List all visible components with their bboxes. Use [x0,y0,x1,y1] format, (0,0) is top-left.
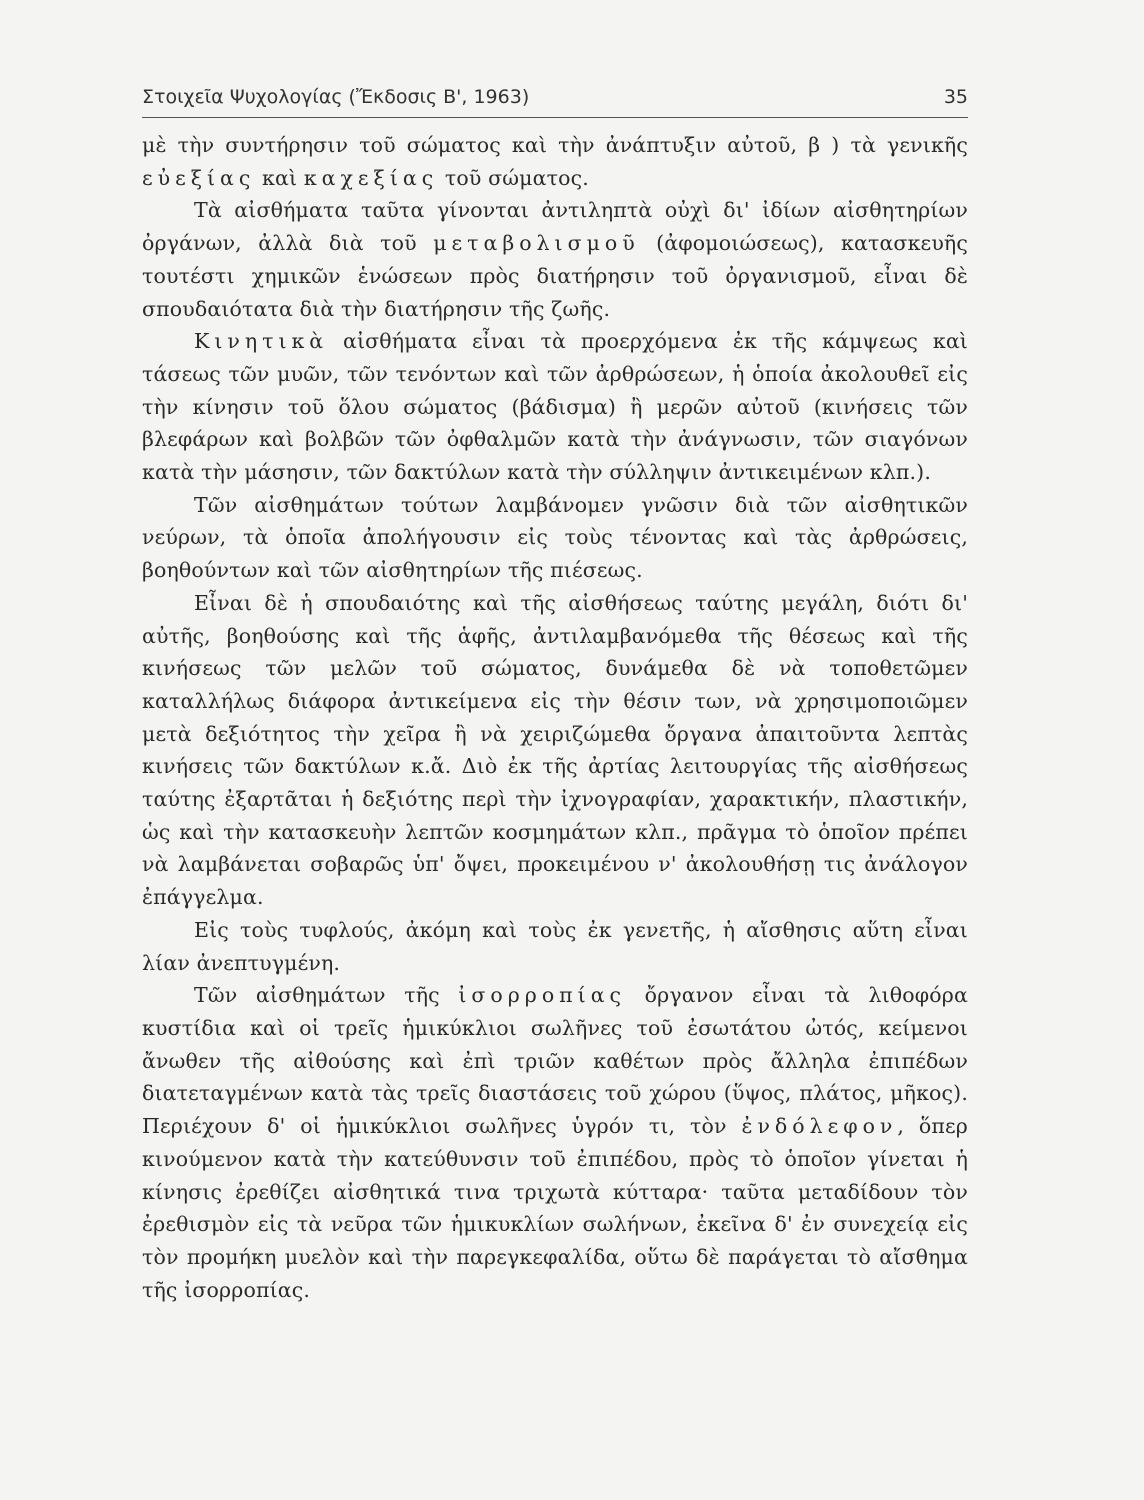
paragraph-7 [142,979,968,1306]
text-run: (ἀφομοιώσεως), κατασκευῆς τουτέστι χημικῶν ἑνώσεων πρὸς διατήρησιν τοῦ ὀργανισμοῦ, εἶναι δὲ σπουδαιότατα διὰ τὴν διατήρησιν τῆς ζωῆς. [142,231,968,321]
spaced-term: ἐνδόλεφον [741,1114,898,1139]
text-run: Τὰ αἰσθήματα ταῦτα γίνονται ἀντιληπτὰ οὐχὶ δι' ἰδίων αἰσθητηρίων ὀργάνων, ἀλλὰ διὰ τοῦ [142,198,968,256]
running-head [142,84,968,114]
text-run: μὲ τὴν συντήρησιν τοῦ σώματος καὶ τὴν ἀνάπτυξιν αὐτοῦ, β ) τὰ γενικῆς [142,133,968,157]
spaced-term: εὐεξίας [142,165,256,190]
header-rule [142,117,968,118]
paragraph-3 [142,325,968,489]
paragraph-1 [142,129,968,194]
text-run: ὄργανον εἶναι τὰ λιθοφόρα κυστίδια καὶ οἱ τρεῖς ἡμικύκλιοι σωλῆνες τοῦ ἐσωτάτου ὠτός, κείμενοι ἄνωθεν τῆς αἰθούσης καὶ ἐπὶ τριῶν καθέτων πρὸς ἄλληλα ἐπιπέδων διατεταγμένων κατὰ τὰς τρεῖς διαστάσεις τοῦ χώρου (ὕψος, πλάτος, μῆκος). Περιέχουν δ' οἱ ἡμικύκλιοι σωλῆνες ὑγρόν τι, τὸν [142,983,968,1139]
text-run: αἰσθήματα εἶναι τὰ προερχόμενα ἐκ τῆς κάμψεως καὶ τάσεως τῶν μυῶν, τῶν τενόντων καὶ τῶν ἀρθρώσεων, ἡ ὁποία ἀκολουθεῖ εἰς τὴν κίνησιν τοῦ ὅλου σώματος (βάδισμα) ἢ μερῶν αὐτοῦ (κινήσεις τῶν βλεφάρων καὶ βολβῶν τῶν ὀφθαλμῶν κατὰ τὴν ἀνάγνωσιν, τῶν σιαγόνων κατὰ τὴν μάσησιν, τῶν δακτύλων κατὰ τὴν σύλληψιν ἀντικειμένων κλπ.). [142,329,968,485]
text-run: , ὅπερ κινούμενον κατὰ τὴν κατεύθυνσιν τοῦ ἐπιπέδου, πρὸς τὸ ὁποῖον γίνεται ἡ κίνησις ἐρεθίζει αἰσθητικά τινα τριχωτὰ κύτταρα· ταῦτα μεταδίδουν τὸν ἐρεθισμὸν εἰς τὰ νεῦρα τῶν ἡμικυκλίων σωλήνων, ἐκεῖνα δ' ἐν συνεχείᾳ εἰς τὸν προμήκη μυελὸν καὶ τὴν παρεγκεφαλίδα, οὕτω δὲ παράγεται τὸ αἴσθημα τῆς ἰσορροπίας. [142,1114,968,1302]
paragraph-2 [142,194,968,325]
spaced-term: καχεξίας [303,165,439,190]
text-run: Τῶν αἰσθημάτων τῆς [194,983,459,1008]
paragraph-5: Εἶναι δὲ ἡ σπουδαιότης καὶ τῆς αἰσθήσεως ταύτης μεγάλη, διότι δι' αὐτῆς, βοηθούσης καὶ τῆς ἁφῆς, ἀντιλαμβανόμεθα τῆς θέσεως καὶ τῆς κινήσεως τῶν μελῶν τοῦ σώματος, δυνάμεθα δὲ νὰ τοποθετῶμεν καταλλήλως διάφορα ἀντικείμενα εἰς τὴν θέσιν των, νὰ χρησιμοποιῶμεν μετὰ δεξιότητος τὴν χεῖρα ἢ νὰ χειριζώμεθα ὄργανα ἀπαιτοῦντα λεπτὰς κινήσεις τῶν δακτύλων κ.ἄ. Διὸ ἐκ τῆς ἀρτίας λειτουργίας τῆς αἰσθήσεως ταύτης ἐξαρτᾶται ἡ δεξιότης περὶ τὴν ἰχνογραφίαν, χαρακτικήν, πλαστικήν, ὡς καὶ τὴν κατασκευὴν λεπτῶν κοσμημάτων κλπ., πρᾶγμα τὸ ὁποῖον πρέπει νὰ λαμβάνεται σοβαρῶς ὑπ' ὄψει, προκειμένου ν' ἀκολουθήσῃ τις ἀνάλογον ἐπάγγελμα. [142,590,968,910]
spaced-term: μεταβολισμοῦ [433,231,640,256]
text-run: καὶ [255,165,304,190]
paragraph-4: Τῶν αἰσθημάτων τούτων λαμβάνομεν γνῶσιν διὰ τῶν αἰσθητικῶν νεύρων, τὰ ὁποῖα ἀπολήγουσιν εἰς τοὺς τένοντας καὶ τὰς ἀρθρώσεις, βοηθούντων καὶ τῶν αἰσθητηρίων τῆς πιέσεως. [142,492,968,583]
text-run: τοῦ σώματος. [438,165,589,190]
paragraph-6: Εἰς τοὺς τυφλούς, ἀκόμη καὶ τοὺς ἐκ γενετῆς, ἡ αἴσθησις αὕτη εἶναι λίαν ἀνεπτυγμένη. [142,917,968,975]
body-text [142,129,968,1306]
page-number: 35 [943,86,968,108]
spaced-term: ἰσορροπίας [458,983,627,1008]
running-title: Στοιχεῖα Ψυχολογίας (Ἔκδοσις Β', 1963) [142,86,530,108]
spaced-term: Κινητικὰ [194,329,329,354]
